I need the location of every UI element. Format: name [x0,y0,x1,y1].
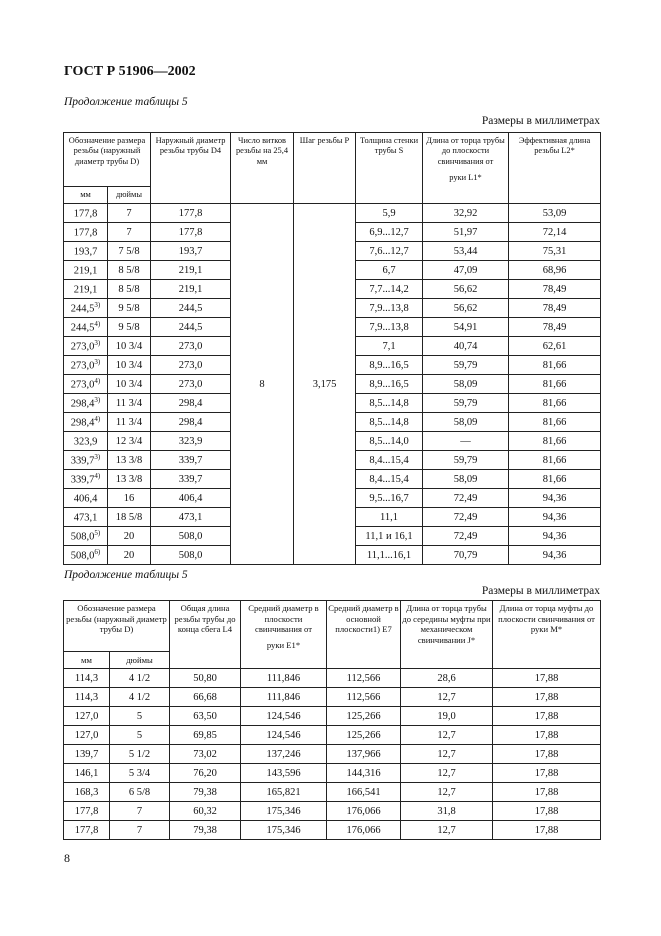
cell-j: 12,7 [401,745,493,764]
cell-inches: 8 5/8 [108,261,151,280]
cell-l2: 94,36 [509,489,601,508]
cell-inches: 7 [108,204,151,223]
header-designation-b: Обозначение размера резьбы (наружный диаметр трубы D) [64,601,170,652]
footnote-mark: 5) [94,529,101,538]
footnote-mark: 3) [94,339,101,348]
cell-l2: 94,36 [509,527,601,546]
cell-e1: 143,596 [241,764,327,783]
cell-mm [64,204,108,223]
cell-l4: 63,50 [170,707,241,726]
cell-inches: 13 3/8 [108,470,151,489]
cell-l1: 53,44 [423,242,509,261]
cell-e1: 111,846 [241,688,327,707]
cell-inches: 12 3/4 [108,432,151,451]
cell-inches: 4 1/2 [110,688,170,707]
continuation-label-b: Продолжение таблицы 5 [64,569,188,581]
cell-mm [64,242,108,261]
cell-l2: 78,49 [509,299,601,318]
cell-pitch: 3,175 [294,204,356,565]
cell-l1: 72,49 [423,489,509,508]
table-row [64,764,601,783]
cell-inches: 4 1/2 [110,669,170,688]
cell-wall: 7,6...12,7 [356,242,423,261]
cell-mm: 146,1 [64,764,110,783]
cell-e1: 175,346 [241,821,327,840]
cell-e7: 112,566 [327,669,401,688]
cell-e1: 124,546 [241,707,327,726]
header-mm-b: мм [64,652,110,669]
table-row [64,204,601,223]
continuation-label-a: Продолжение таблицы 5 [64,96,188,108]
cell-inches: 18 5/8 [108,508,151,527]
cell-d4: 473,1 [151,508,231,527]
header-inches-b: дюймы [110,652,170,669]
cell-d4: 323,9 [151,432,231,451]
cell-wall: 6,7 [356,261,423,280]
cell-inches: 16 [108,489,151,508]
cell-e1: 124,546 [241,726,327,745]
mm-value: 298,4 [70,417,95,429]
cell-e7: 137,966 [327,745,401,764]
cell-l1: 59,79 [423,394,509,413]
cell-l2: 72,14 [509,223,601,242]
cell-inches: 13 3/8 [108,451,151,470]
footnote-mark: 3) [94,358,101,367]
cell-e7: 125,266 [327,726,401,745]
cell-e1: 175,346 [241,802,327,821]
table-row [64,726,601,745]
cell-inches: 5 1/2 [110,745,170,764]
cell-l4: 73,02 [170,745,241,764]
cell-wall: 8,9...16,5 [356,356,423,375]
cell-e7: 166,541 [327,783,401,802]
cell-l1: 32,92 [423,204,509,223]
cell-mm [64,375,108,394]
footnote-mark: 4) [94,377,101,386]
units-note-a: Размеры в миллиметрах [481,115,600,127]
cell-d4: 298,4 [151,394,231,413]
header-turns: Число витков резьбы на 25,4 мм [231,133,294,204]
cell-l4: 76,20 [170,764,241,783]
mm-value: 177,8 [73,208,98,220]
cell-wall: 8,5...14,0 [356,432,423,451]
mm-value: 193,7 [73,246,98,258]
cell-d4: 298,4 [151,413,231,432]
cell-m: 17,88 [493,669,601,688]
header-mean-diameter-e7: Средний диаметр в основной плоскости1) E7 [327,601,401,669]
cell-d4: 193,7 [151,242,231,261]
cell-wall: 7,1 [356,337,423,356]
cell-l1: 40,74 [423,337,509,356]
cell-l2: 94,36 [509,546,601,565]
cell-wall: 7,9...13,8 [356,299,423,318]
cell-l4: 69,85 [170,726,241,745]
cell-d4: 339,7 [151,451,231,470]
cell-wall: 6,9...12,7 [356,223,423,242]
cell-wall: 7,7...14,2 [356,280,423,299]
cell-d4: 406,4 [151,489,231,508]
cell-mm [64,432,108,451]
cell-l4: 66,68 [170,688,241,707]
cell-j: 12,7 [401,783,493,802]
cell-inches: 11 3/4 [108,413,151,432]
cell-l4: 50,80 [170,669,241,688]
cell-inches: 7 [110,802,170,821]
cell-mm [64,318,108,337]
cell-l1: 56,62 [423,299,509,318]
cell-wall: 9,5...16,7 [356,489,423,508]
header-mm: мм [64,187,108,204]
cell-j: 28,6 [401,669,493,688]
cell-l1: — [423,432,509,451]
cell-l2: 81,66 [509,394,601,413]
cell-l1: 47,09 [423,261,509,280]
mm-value: 508,0 [70,531,95,543]
cell-wall: 5,9 [356,204,423,223]
cell-e1: 165,821 [241,783,327,802]
cell-inches: 8 5/8 [108,280,151,299]
cell-j: 12,7 [401,726,493,745]
header-designation: Обозначение размера резьбы (наружный диаметр трубы D) [64,133,151,187]
cell-j: 12,7 [401,688,493,707]
cell-l2: 68,96 [509,261,601,280]
cell-d4: 273,0 [151,375,231,394]
cell-l4: 79,38 [170,821,241,840]
cell-inches: 10 3/4 [108,356,151,375]
cell-l1: 59,79 [423,451,509,470]
cell-mm [64,470,108,489]
cell-wall: 8,4...15,4 [356,470,423,489]
cell-e7: 112,566 [327,688,401,707]
cell-l2: 81,66 [509,413,601,432]
cell-d4: 508,0 [151,527,231,546]
cell-e1: 111,846 [241,669,327,688]
cell-d4: 177,8 [151,223,231,242]
cell-mm [64,280,108,299]
table-row [64,707,601,726]
cell-e7: 176,066 [327,802,401,821]
table-row [64,669,601,688]
header-length-l1 [423,133,509,204]
cell-d4: 339,7 [151,470,231,489]
cell-l1: 58,09 [423,375,509,394]
cell-turns: 8 [231,204,294,565]
cell-m: 17,88 [493,783,601,802]
cell-mm: 168,3 [64,783,110,802]
cell-mm [64,413,108,432]
cell-l1: 72,49 [423,508,509,527]
cell-l1: 56,62 [423,280,509,299]
mm-value: 244,5 [70,322,95,334]
header-length-m: Длина от торца муфты до плоскости свинчивания от руки M* [493,601,601,669]
header-total-length: Общая длина резьбы трубы до конца сбега L4 [170,601,241,669]
cell-inches: 5 [110,707,170,726]
thread-table-b [63,600,601,840]
footnote-mark: 6) [94,548,101,557]
header-mean-diameter-e1 [241,601,327,669]
cell-mm [64,261,108,280]
cell-mm: 177,8 [64,802,110,821]
header-length-j: Длина от торца трубы до середины муфты при механическом свинчивании J* [401,601,493,669]
cell-l2: 53,09 [509,204,601,223]
cell-l2: 75,31 [509,242,601,261]
cell-wall: 7,9...13,8 [356,318,423,337]
cell-d4: 219,1 [151,261,231,280]
cell-mm: 139,7 [64,745,110,764]
cell-j: 19,0 [401,707,493,726]
cell-mm: 127,0 [64,726,110,745]
cell-e7: 176,066 [327,821,401,840]
cell-j: 12,7 [401,764,493,783]
cell-mm [64,508,108,527]
cell-wall: 11,1 и 16,1 [356,527,423,546]
cell-inches: 10 3/4 [108,375,151,394]
table-row [64,821,601,840]
cell-m: 17,88 [493,688,601,707]
cell-inches: 7 [110,821,170,840]
cell-d4: 219,1 [151,280,231,299]
cell-wall: 11,1 [356,508,423,527]
cell-d4: 508,0 [151,546,231,565]
footnote-mark: 4) [94,472,101,481]
cell-wall: 8,5...14,8 [356,413,423,432]
mm-value: 298,4 [70,398,95,410]
header-pitch: Шаг резьбы P [294,133,356,204]
header-effective-length: Эффективная длина резьбы L2* [509,133,601,204]
cell-l2: 62,61 [509,337,601,356]
cell-l2: 81,66 [509,432,601,451]
cell-mm: 114,3 [64,688,110,707]
cell-inches: 20 [108,546,151,565]
cell-inches: 9 5/8 [108,299,151,318]
cell-mm [64,394,108,413]
document-code: ГОСТ Р 51906—2002 [64,64,196,79]
mm-value: 339,7 [70,455,95,467]
mm-value: 219,1 [73,265,98,277]
cell-inches: 11 3/4 [108,394,151,413]
mm-value: 273,0 [70,341,95,353]
mm-value: 406,4 [73,493,98,505]
header-e1-top: Средний диаметр в плоскости свинчивания от [248,603,319,635]
cell-l2: 78,49 [509,318,601,337]
cell-j: 31,8 [401,802,493,821]
table-row [64,783,601,802]
header-wall-thickness: Толщина стенки трубы S [356,133,423,204]
cell-d4: 273,0 [151,337,231,356]
cell-m: 17,88 [493,802,601,821]
cell-d4: 244,5 [151,318,231,337]
table-row [64,745,601,764]
footnote-mark: 4) [94,415,101,424]
cell-e1: 137,246 [241,745,327,764]
cell-l2: 81,66 [509,470,601,489]
cell-inches: 9 5/8 [108,318,151,337]
header-length-l1-bottom: руки L1* [449,173,482,183]
cell-e7: 125,266 [327,707,401,726]
cell-wall: 8,4...15,4 [356,451,423,470]
cell-m: 17,88 [493,821,601,840]
cell-mm [64,489,108,508]
cell-l1: 70,79 [423,546,509,565]
cell-inches: 5 [110,726,170,745]
mm-value: 177,8 [73,227,98,239]
header-e1-bottom: руки E1* [266,639,301,650]
cell-l4: 79,38 [170,783,241,802]
cell-inches: 7 5/8 [108,242,151,261]
thread-table-a [63,132,601,565]
cell-mm [64,527,108,546]
cell-m: 17,88 [493,707,601,726]
footnote-mark: 3) [94,396,101,405]
cell-inches: 7 [108,223,151,242]
header-inches: дюймы [108,187,151,204]
cell-mm: 177,8 [64,821,110,840]
cell-d4: 273,0 [151,356,231,375]
cell-wall: 8,5...14,8 [356,394,423,413]
cell-m: 17,88 [493,726,601,745]
mm-value: 339,7 [70,474,95,486]
table-row [64,688,601,707]
cell-mm [64,546,108,565]
cell-j: 12,7 [401,821,493,840]
cell-inches: 5 3/4 [110,764,170,783]
cell-inches: 10 3/4 [108,337,151,356]
cell-l2: 78,49 [509,280,601,299]
cell-inches: 6 5/8 [110,783,170,802]
cell-l2: 81,66 [509,356,601,375]
cell-l2: 81,66 [509,375,601,394]
cell-mm: 127,0 [64,707,110,726]
cell-mm: 114,3 [64,669,110,688]
cell-l1: 72,49 [423,527,509,546]
mm-value: 323,9 [73,436,98,448]
mm-value: 244,5 [70,303,95,315]
cell-d4: 244,5 [151,299,231,318]
cell-e7: 144,316 [327,764,401,783]
cell-l1: 58,09 [423,470,509,489]
header-outer-diameter: Наружный диаметр резьбы трубы D4 [151,133,231,204]
cell-l2: 81,66 [509,451,601,470]
header-length-l1-top: Длина от торца трубы до плоскости свинчивания от [426,136,505,166]
mm-value: 508,0 [70,550,95,562]
units-note-b: Размеры в миллиметрах [481,585,600,597]
cell-l4: 60,32 [170,802,241,821]
cell-m: 17,88 [493,764,601,783]
cell-d4: 177,8 [151,204,231,223]
page-number: 8 [64,851,70,865]
mm-value: 273,0 [70,360,95,372]
cell-l1: 58,09 [423,413,509,432]
cell-wall: 8,9...16,5 [356,375,423,394]
mm-value: 273,0 [70,379,95,391]
table-row [64,802,601,821]
footnote-mark: 3) [94,453,101,462]
cell-l1: 59,79 [423,356,509,375]
cell-l2: 94,36 [509,508,601,527]
mm-value: 219,1 [73,284,98,296]
cell-inches: 20 [108,527,151,546]
cell-mm [64,337,108,356]
cell-mm [64,451,108,470]
cell-mm [64,299,108,318]
cell-m: 17,88 [493,745,601,764]
footnote-mark: 4) [94,320,101,329]
cell-l1: 51,97 [423,223,509,242]
cell-mm [64,223,108,242]
cell-l1: 54,91 [423,318,509,337]
cell-wall: 11,1...16,1 [356,546,423,565]
mm-value: 473,1 [73,512,98,524]
footnote-mark: 3) [94,301,101,310]
cell-mm [64,356,108,375]
